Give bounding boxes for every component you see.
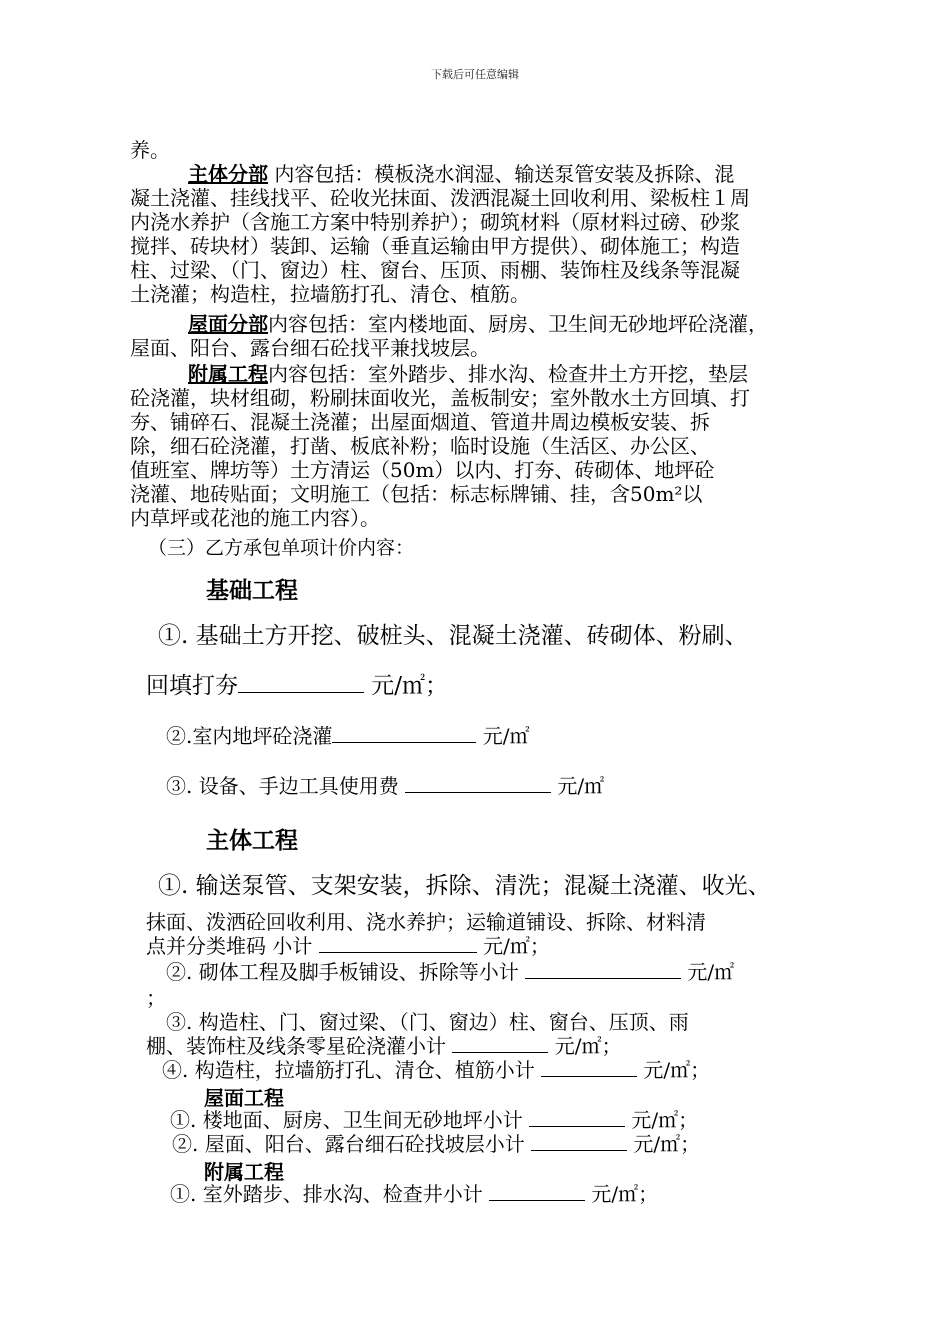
text-line: 凝土浇灌、挂线找平、砼收光抹面、泼洒混凝土回收利用、梁板柱１周: [130, 186, 750, 210]
item-line: ②. 砌体工程及脚手板铺设、拆除等小计 元/㎡: [166, 960, 735, 984]
item-line: ③. 设备、手边工具使用费 元/㎡: [166, 774, 605, 798]
section-heading: 基础工程: [206, 578, 298, 604]
fill-blank: [541, 1058, 637, 1077]
section-heading: 屋面工程: [204, 1086, 284, 1110]
text-line: 除，细石砼浇灌，打凿、板底补粉；临时设施（生活区、办公区、: [130, 434, 710, 458]
text-line: （三）乙方承包单项计价内容：: [148, 537, 415, 559]
item-line: ③. 构造柱、门、窗过梁、（门、窗边）柱、窗台、压顶、雨: [166, 1010, 689, 1034]
section-label: 屋面分部: [188, 312, 268, 336]
page-header: 下载后可任意编辑: [431, 68, 519, 81]
fill-blank: [405, 774, 551, 793]
text-line: 土浇灌；构造柱，拉墙筋打孔、清仓、植筋。: [130, 282, 530, 306]
fill-blank: [238, 674, 364, 693]
fill-blank: [525, 960, 681, 979]
section-label: 附属工程: [188, 362, 268, 386]
text-line: 附属工程内容包括：室外踏步、排水沟、检查井土方开挖，垫层: [188, 362, 748, 386]
text-line: 屋面分部内容包括：室内楼地面、厨房、卫生间无砂地坪砼浇灌，: [188, 312, 768, 336]
item-line: ②.室内地坪砼浇灌 元/㎡: [166, 724, 530, 748]
fill-blank: [332, 724, 476, 743]
item-line: ；: [146, 986, 166, 1010]
text-line: 砼浇灌，块材组砌，粉刷抹面收光，盖板制安；室外散水土方回填、打: [130, 386, 750, 410]
text-line: 内浇水养护（含施工方案中特别养护）；砌筑材料（原材料过磅、砂浆: [130, 210, 740, 234]
item-line: ①. 楼地面、厨房、卫生间无砂地坪小计 元/㎡；: [170, 1108, 699, 1132]
text-line: 浇灌、地砖贴面；文明施工（包括：标志标牌铺、挂，含50m²以: [130, 482, 703, 506]
item-line: ②. 屋面、阳台、露台细石砼找坡层小计 元/㎡；: [172, 1132, 701, 1156]
fill-blank: [529, 1108, 625, 1127]
text-line: 搅拌、砖块材）装卸、运输（垂直运输由甲方提供）、砌体施工；构造: [130, 234, 740, 258]
fill-blank: [319, 934, 477, 953]
text-line: 主体分部 内容包括：模板浇水润湿、输送泵管安装及拆除、混: [188, 162, 735, 186]
section-heading: 附属工程: [204, 1160, 284, 1184]
text-line: 夯、铺碎石、混凝土浇灌；出屋面烟道、管道井周边模板安装、拆: [130, 410, 710, 434]
text-line: 内草坪或花池的施工内容）。: [130, 506, 380, 530]
item-line: ①. 室外踏步、排水沟、检查井小计 元/㎡；: [170, 1182, 659, 1206]
item-line: ①. 基础土方开挖、破桩头、混凝土浇灌、砖砌体、粉刷、: [158, 623, 748, 649]
text-line: 值班室、牌坊等）土方清运（50m）以内、打夯、砖砌体、地坪砼: [130, 458, 715, 482]
item-line: 点并分类堆码 小计 元/㎡；: [146, 934, 550, 958]
text-line: 养。: [130, 138, 170, 162]
item-line: ①. 输送泵管、支架安装，拆除、清洗；混凝土浇灌、收光、: [158, 873, 771, 899]
fill-blank: [489, 1182, 585, 1201]
text-line: 柱、过梁、（门、窗边）柱、窗台、压顶、雨棚、装饰柱及线条等混凝: [130, 258, 740, 282]
item-line: 棚、装饰柱及线条零星砼浇灌小计 元/㎡；: [146, 1034, 622, 1058]
item-line: 回填打夯 元/㎡；: [146, 673, 449, 699]
fill-blank: [452, 1034, 548, 1053]
item-line: ④. 构造柱，拉墙筋打孔、清仓、植筋小计 元/㎡；: [162, 1058, 711, 1082]
fill-blank: [531, 1132, 627, 1151]
section-label: 主体分部: [188, 162, 268, 186]
section-heading: 主体工程: [206, 828, 298, 854]
text-line: 屋面、阳台、露台细石砼找平兼找坡层。: [130, 336, 490, 360]
item-line: 抹面、泼洒砼回收利用、浇水养护；运输道铺设、拆除、材料清: [146, 910, 706, 934]
